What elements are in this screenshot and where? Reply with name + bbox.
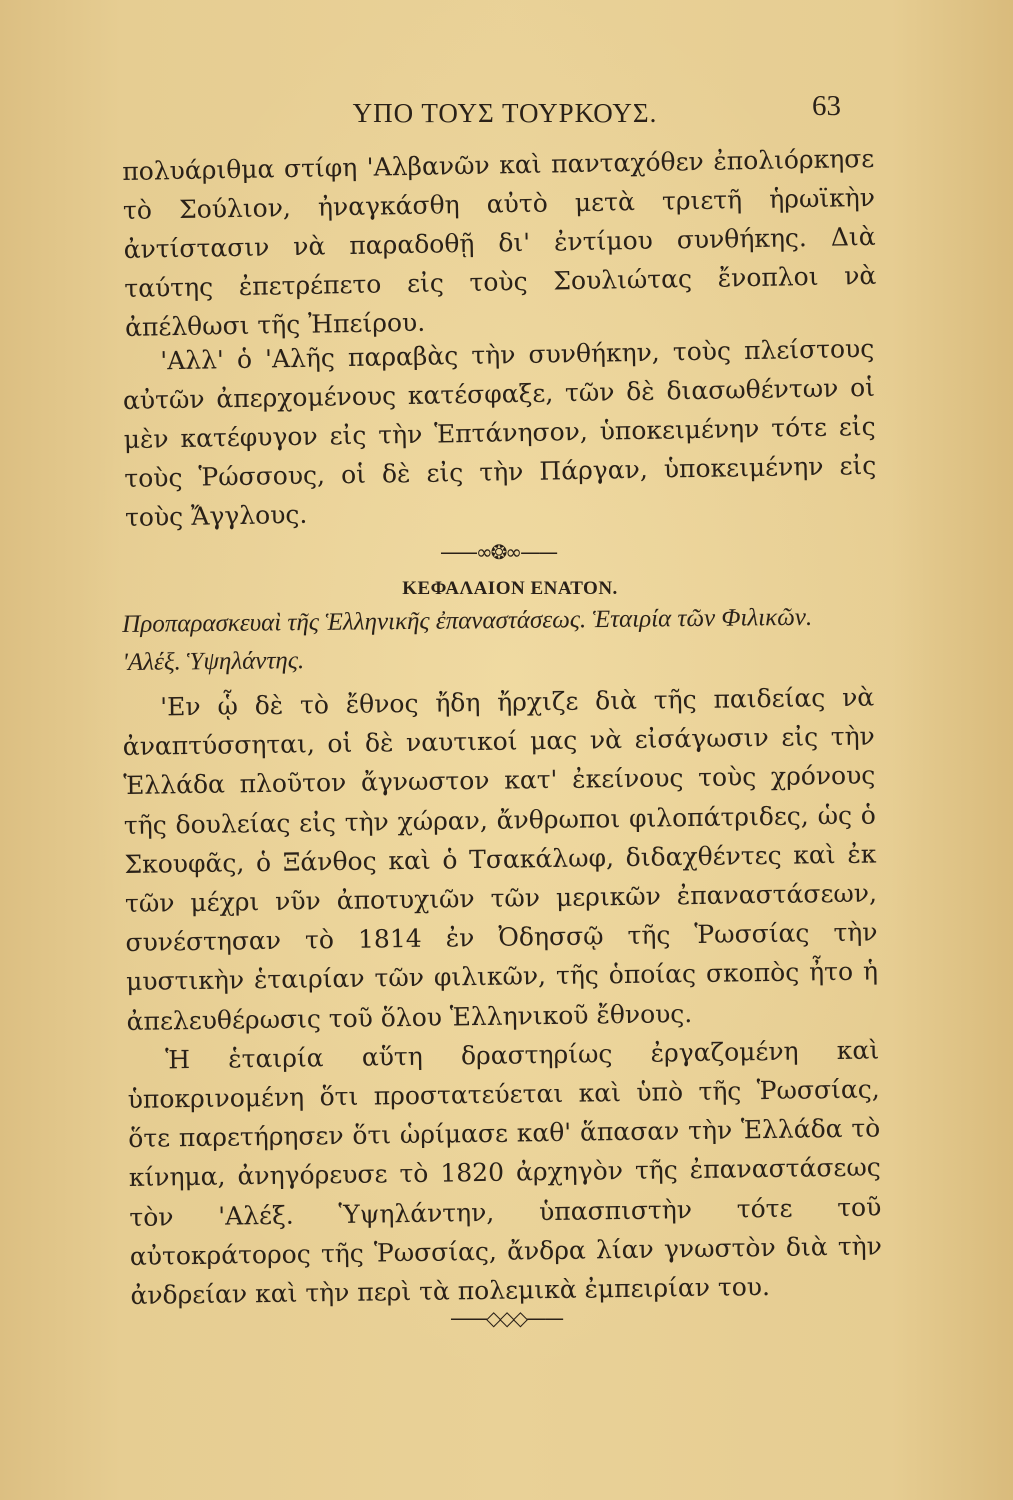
end-divider-ornament: ——◇◇◇—— bbox=[450, 1306, 563, 1330]
paragraph-text: πολυάριθμα στίφη 'Αλβανῶν καὶ πανταχόθεν ἐπολιόρκησε τὸ Σούλιον, ἠναγκάσθη αὐτὸ μετὰ τριετῆ ἡρωϊκὴν ἀντίστασιν νὰ παραδοθῇ δι' ἐντίμου συνθήκης. Διὰ ταύτης ἐπετρέπετο εἰς τοὺς Σουλιώτας ἔνοπλοι νὰ ἀπέλθωσι τῆς Ἠπείρου. bbox=[122, 143, 877, 342]
running-header-title: ΥΠΟ ΤΟΥΣ ΤΟΥΡΚΟΥΣ. bbox=[352, 98, 658, 128]
chapter-body bbox=[122, 678, 883, 1316]
section-divider-ornament: ——∞❂∞—— bbox=[440, 540, 557, 564]
chapter-paragraph-1: 'Εν ᾧ δὲ τὸ ἔθνος ἤδη ἤρχιζε διὰ τῆς παιδείας νὰ ἀναπτύσσηται, οἱ δὲ ναυτικοί μας νὰ εἰσάγωσιν εἰς τὴν Ἑλλάδα πλοῦτον ἄγνωστον κατ' ἐκείνους τοὺς χρόνους τῆς δουλείας εἰς τὴν χώραν, ἄνθρωποι φιλοπάτριδες, ὡς ὁ Σκουφᾶς, ὁ Ξάνθος καὶ ὁ Τσακάλωφ, διδαχθέντες καὶ ἐκ τῶν μέχρι νῦν ἀποτυχιῶν τῶν μερικῶν ἐπαναστάσεων, συνέστησαν τὸ 1814 ἐν Ὀδησσῷ τῆς Ῥωσσίας τὴν μυστικὴν ἑταιρίαν τῶν φιλικῶν, τῆς ὁποίας σκοπὸς ἦτο ἡ ἀπελευθέρωσις τοῦ ὅλου Ἑλληνικοῦ ἔθνους. bbox=[122, 682, 879, 1036]
chapter-heading: ΚΕΦΑΛΑΙΟΝ ΕΝΑΤΟΝ. bbox=[402, 578, 618, 599]
chapter-subtitle: Προπαρασκευαὶ τῆς Ἑλληνικῆς ἐπαναστάσεως. Ἑταιρία τῶν Φιλικῶν. 'Αλέξ. Ὑψηλάντης. bbox=[122, 603, 813, 676]
chapter-paragraph-2: Ἡ ἑταιρία αὕτη δραστηρίως ἐργαζομένη καὶ ὑποκρινομένη ὅτι προστατεύεται καὶ ὑπὸ τῆς Ῥωσσίας, ὅτε παρετήρησεν ὅτι ὡρίμασε καθ' ἅπασαν τὴν Ἑλλάδα τὸ κίνημα, ἀνηγόρευσε τὸ 1820 ἀρχηγὸν τῆς ἐπαναστάσεως τὸν 'Αλέξ. Ὑψηλάντην, ὑπασπιστὴν τότε τοῦ αὐτοκράτορος τῆς Ῥωσσίας, ἄνδρα λίαν γνωστὸν διὰ τὴν ἀνδρείαν καὶ τὴν περὶ τὰ πολεμικὰ ἐμπειρίαν του. bbox=[127, 1035, 883, 1310]
paragraph-ali bbox=[122, 329, 877, 537]
paragraph-continued bbox=[122, 139, 877, 347]
page-number: 63 bbox=[812, 90, 841, 122]
paragraph-text: 'Αλλ' ὁ 'Αλῆς παραβὰς τὴν συνθήκην, τοὺς πλείστους αὐτῶν ἀπερχομένους κατέσφαξε, τῶν δὲ διασωθέντων οἱ μὲν κατέφυγον εἰς τὴν Ἑπτάνησον, ὑποκειμένην τότε εἰς τοὺς Ῥώσσους, οἱ δὲ εἰς τὴν Πάργαν, ὑποκειμένην εἰς τοὺς Ἄγγλους. bbox=[122, 333, 877, 532]
